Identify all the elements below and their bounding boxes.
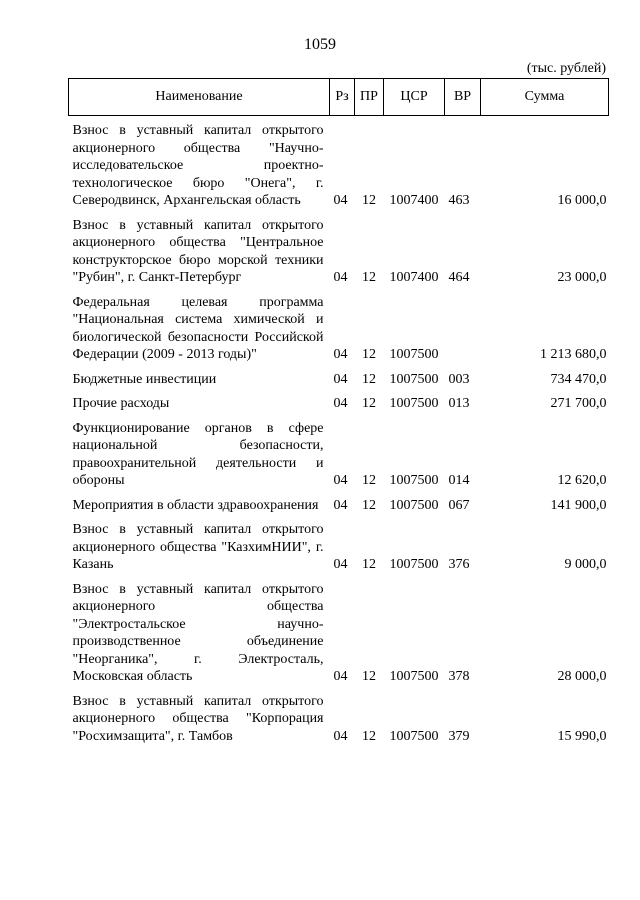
header-pr: ПР [355, 79, 384, 116]
cell-rz: 04 [333, 347, 348, 362]
cell-rz: 04 [333, 396, 348, 411]
cell-vr: 378 [448, 669, 470, 684]
cell-vr: 376 [448, 557, 470, 572]
cell-vr [445, 290, 481, 367]
cell-name: Взнос в уставный капитал открытого акционерного общества "Центральное конструкторское бюро морской техники "Рубин", г. Санкт-Петербург [72, 217, 324, 285]
cell-pr: 12 [362, 497, 376, 513]
cell-rz: 04 [333, 557, 348, 572]
cell-sum: 271 700,0 [550, 396, 607, 411]
cell-vr: 014 [448, 473, 470, 488]
cell-sum: 23 000,0 [557, 270, 607, 285]
cell-sum: 15 990,0 [557, 728, 607, 744]
header-sum: Сумма [481, 79, 609, 116]
cell-name: Взнос в уставный капитал открытого акционерного общества "Корпорация "Росхимзащита", г. Тамбов [72, 693, 324, 744]
cell-pr: 12 [362, 669, 376, 684]
cell-pr: 12 [362, 347, 376, 362]
cell-pr: 12 [362, 396, 376, 411]
cell-csr: 1007500 [389, 669, 439, 684]
cell-pr: 12 [362, 270, 376, 285]
table-row [69, 213, 609, 290]
cell-rz: 04 [333, 371, 348, 387]
cell-name: Бюджетные инвестиции [72, 371, 217, 387]
cell-name: Взнос в уставный капитал открытого акционерного общества "Научно-исследовательское проектно-технологическое бюро "Онега", г. Северодвинск, Архангельская область [72, 123, 324, 208]
cell-name: Мероприятия в области здравоохранения [72, 497, 319, 513]
cell-rz: 04 [333, 669, 348, 684]
table-row [69, 416, 609, 493]
cell-vr: 463 [448, 193, 470, 208]
cell-pr: 12 [362, 473, 376, 488]
cell-csr: 1007500 [389, 396, 439, 411]
cell-name: Взнос в уставный капитал открытого акционерного общества "КазхимНИИ", г. Казань [72, 522, 324, 572]
page-number: 1059 [304, 36, 336, 53]
cell-csr: 1007500 [389, 347, 439, 362]
header-rz: Рз [330, 79, 355, 116]
table-row [69, 116, 609, 213]
cell-vr: 003 [448, 371, 470, 387]
table-body [69, 116, 609, 749]
table-header [69, 79, 609, 116]
cell-sum: 28 000,0 [557, 669, 607, 684]
cell-sum: 9 000,0 [564, 557, 607, 572]
cell-sum: 16 000,0 [557, 193, 607, 208]
table-row [69, 391, 609, 416]
table-row [69, 290, 609, 367]
cell-sum: 141 900,0 [550, 497, 607, 513]
cell-vr: 379 [448, 728, 470, 744]
cell-pr: 12 [362, 557, 376, 572]
cell-vr: 464 [448, 270, 470, 285]
cell-sum: 734 470,0 [550, 371, 607, 387]
header-csr: ЦСР [384, 79, 445, 116]
cell-rz: 04 [333, 728, 348, 744]
budget-table [68, 78, 609, 748]
cell-csr: 1007400 [389, 270, 439, 285]
cell-csr: 1007500 [389, 497, 439, 513]
table-row [69, 493, 609, 518]
cell-csr: 1007500 [389, 473, 439, 488]
cell-vr: 067 [448, 497, 470, 513]
table-row [69, 517, 609, 577]
table-row [69, 367, 609, 392]
cell-rz: 04 [333, 497, 348, 513]
cell-rz: 04 [333, 193, 348, 208]
cell-name: Функционирование органов в сфере национальной безопасности, правоохранительной деятельности и обороны [72, 420, 324, 488]
table-row [69, 577, 609, 689]
cell-name: Федеральная целевая программа "Национальная система химической и биологической безопасности Российской Федерации (2009 - 2013 годы)" [72, 294, 324, 362]
cell-name: Взнос в уставный капитал открытого акционерного общества "Электростальское научно-производственное объединение "Неорганика", г. Электросталь, Московская область [72, 581, 324, 684]
cell-pr: 12 [362, 371, 376, 387]
cell-rz: 04 [333, 473, 348, 488]
header-vr: ВР [445, 79, 481, 116]
cell-pr: 12 [362, 193, 376, 208]
cell-csr: 1007500 [389, 371, 439, 387]
cell-csr: 1007500 [389, 557, 439, 572]
cell-pr: 12 [362, 728, 376, 744]
cell-csr: 1007400 [389, 193, 439, 208]
cell-name: Прочие расходы [72, 396, 170, 411]
table-row [69, 689, 609, 749]
cell-vr: 013 [448, 396, 470, 411]
cell-csr: 1007500 [389, 728, 439, 744]
units-label: (тыс. рублей) [526, 61, 606, 76]
cell-rz: 04 [333, 270, 348, 285]
cell-sum: 12 620,0 [557, 473, 607, 488]
header-name: Наименование [69, 79, 330, 116]
cell-sum: 1 213 680,0 [540, 347, 607, 362]
